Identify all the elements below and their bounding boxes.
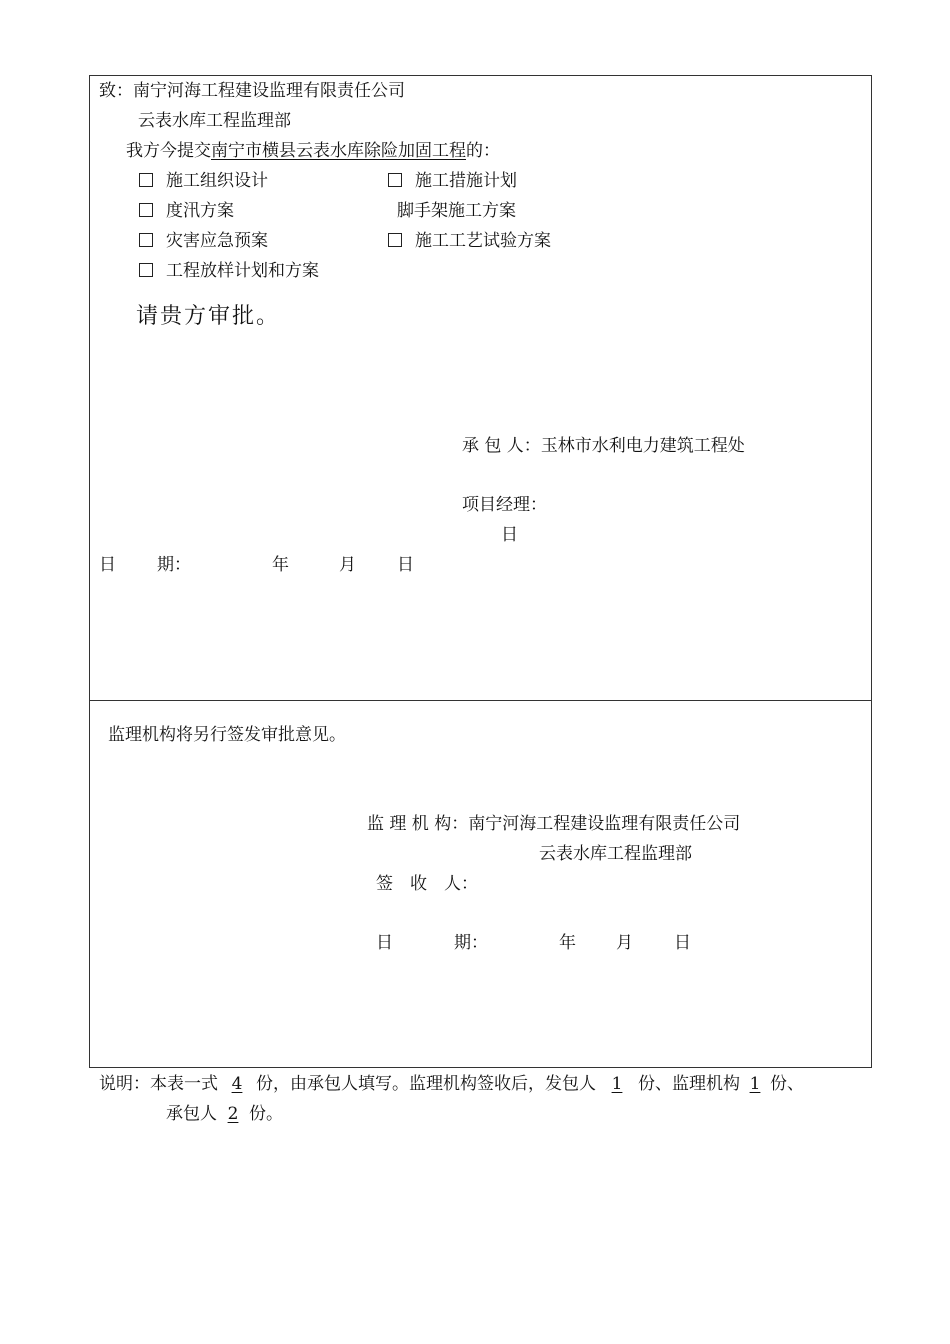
copies-agency: 1 — [749, 1074, 761, 1094]
item-staking-out-plan[interactable] — [139, 263, 319, 280]
item-label: 工程放样计划和方案 — [166, 261, 319, 281]
item-label: 施工工艺试验方案 — [415, 231, 551, 251]
item-label: 灾害应急预案 — [166, 231, 268, 251]
recipient-company: 南宁河海工程建设监理有限责任公司 — [133, 81, 405, 101]
contractor-label: 承 包 人： — [462, 436, 541, 456]
agency-line — [367, 816, 740, 833]
submit-prefix: 我方今提交 — [126, 141, 211, 161]
submit-line — [126, 143, 500, 160]
note-text: 份。 — [249, 1104, 283, 1124]
note-text: 份、监理机构 — [638, 1074, 740, 1094]
supervision-notice: 监理机构将另行签发审批意见。 — [108, 725, 346, 745]
item-construction-org-design[interactable] — [139, 173, 268, 190]
item-process-test-plan[interactable] — [388, 233, 551, 250]
project-manager-label: 项目经理： — [462, 495, 547, 515]
item-label: 施工措施计划 — [415, 171, 517, 191]
item-label: 施工组织设计 — [166, 171, 268, 191]
checkbox-icon[interactable] — [139, 173, 153, 187]
date-day: 日 — [674, 933, 691, 953]
checkbox-icon[interactable] — [388, 233, 402, 247]
item-scaffolding-plan[interactable] — [397, 203, 516, 220]
item-label: 度汛方案 — [166, 201, 234, 221]
supervision-section — [89, 700, 872, 1068]
date-year: 年 — [559, 933, 576, 953]
project-name: 南宁市横县云表水库除险加固工程 — [211, 141, 466, 161]
submit-suffix: 的： — [466, 141, 500, 161]
date-day: 日 — [397, 555, 414, 575]
recipient-dept: 云表水库工程监理部 — [138, 111, 291, 131]
agency-company: 南宁河海工程建设监理有限责任公司 — [468, 814, 741, 834]
note-text: 本表一式 — [150, 1074, 218, 1094]
note-line-2 — [166, 1106, 283, 1123]
checkbox-icon[interactable] — [139, 203, 153, 217]
date-label-char1: 日 — [376, 933, 393, 953]
date-label-char1: 日 — [99, 555, 116, 575]
date-line — [99, 557, 116, 574]
note-line-1 — [99, 1076, 804, 1093]
date-label-char2: 期： — [454, 933, 488, 953]
contractor-line — [462, 438, 745, 455]
agency-label: 监 理 机 构： — [367, 814, 469, 834]
note-label: 说明： — [99, 1074, 150, 1094]
checkbox-icon[interactable] — [139, 263, 153, 277]
contractor-name: 玉林市水利电力建筑工程处 — [540, 436, 745, 456]
item-flood-season-plan[interactable] — [139, 203, 234, 220]
date-month: 月 — [616, 933, 633, 953]
copies-contractor: 2 — [227, 1104, 239, 1124]
receiver-label: 签 收 人： — [376, 874, 478, 894]
agency-dept: 云表水库工程监理部 — [539, 844, 692, 864]
item-disaster-emergency-plan[interactable] — [139, 233, 268, 250]
recipient-line — [99, 83, 405, 100]
note-text: 份，由承包人填写。监理机构签收后，发包人 — [256, 1074, 596, 1094]
approval-request: 请贵方审批。 — [136, 304, 281, 329]
to-label: 致： — [99, 81, 133, 101]
stray-day-char: 日 — [501, 525, 518, 545]
note-text: 承包人 — [166, 1104, 217, 1124]
checkbox-icon[interactable] — [139, 233, 153, 247]
copies-total: 4 — [231, 1074, 243, 1094]
date-year: 年 — [272, 555, 289, 575]
date-label-char2: 期： — [157, 555, 191, 575]
item-construction-measures-plan[interactable] — [388, 173, 517, 190]
checkbox-icon[interactable] — [388, 173, 402, 187]
note-text: 份、 — [770, 1074, 804, 1094]
copies-owner: 1 — [611, 1074, 623, 1094]
date-month: 月 — [339, 555, 356, 575]
submission-section — [89, 75, 872, 701]
item-label: 脚手架施工方案 — [397, 201, 516, 221]
